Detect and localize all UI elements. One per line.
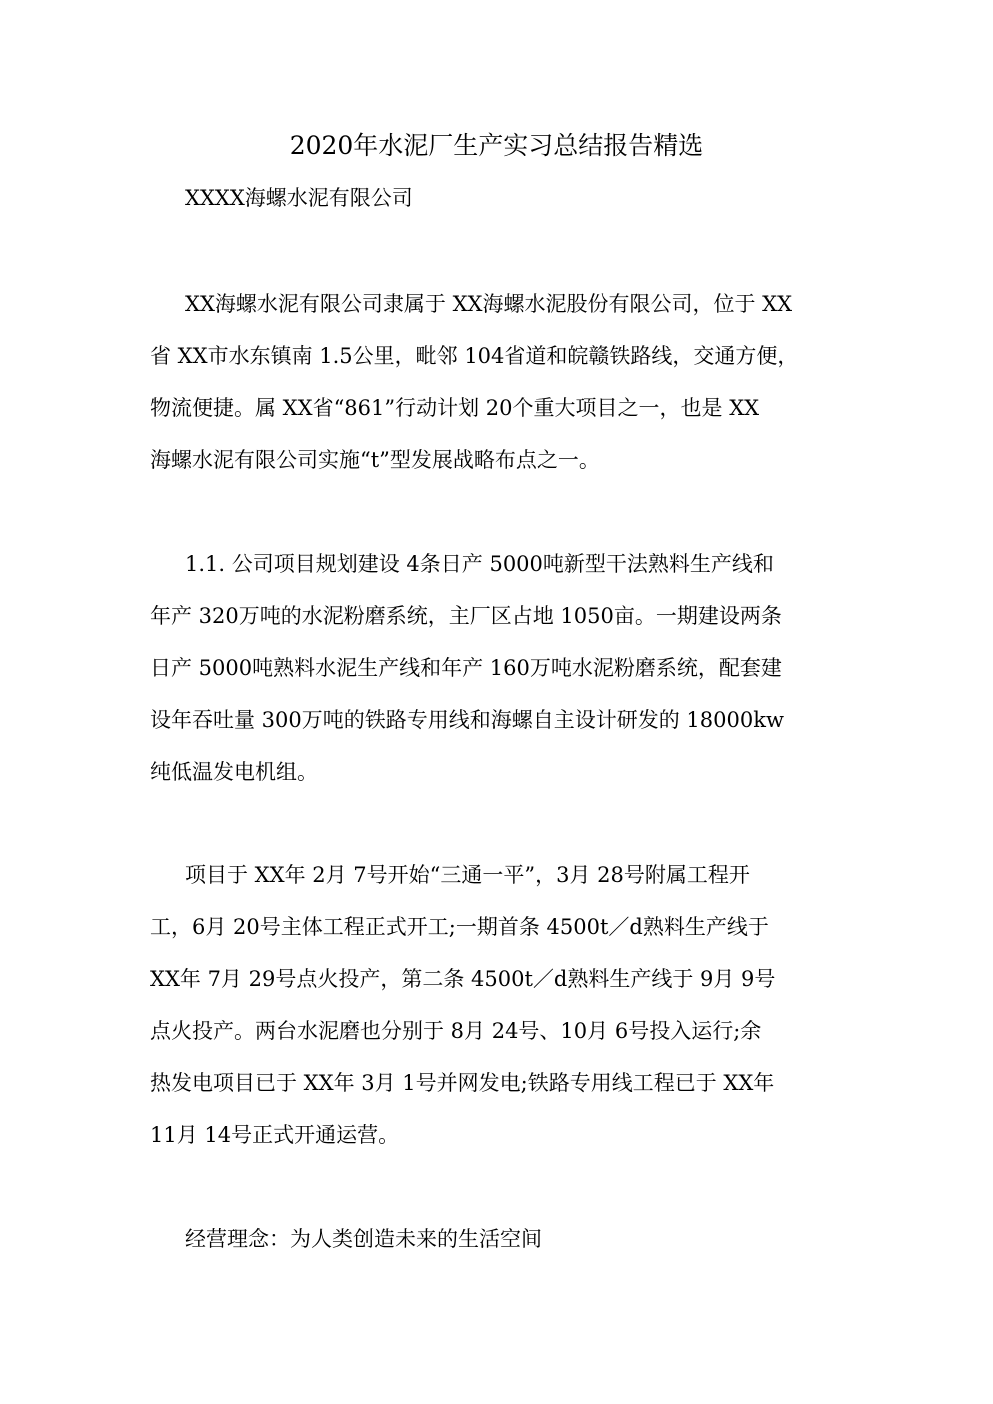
paragraph-line: 纯低温发电机组。 [150,760,318,784]
paragraph-line: 设年吞吐量 300万吨的铁路专用线和海螺自主设计研发的 18000kw [150,708,784,732]
paragraph-line: 年产 320万吨的水泥粉磨系统，主厂区占地 1050亩。一期建设两条 [150,604,782,628]
paragraph-line: 11月 14号正式开通运营。 [150,1123,400,1147]
paragraph-line: 海螺水泥有限公司实施“t”型发展战略布点之一。 [150,448,600,472]
paragraph-line: 物流便捷。属 XX省“861”行动计划 20个重大项目之一，也是 XX [150,396,760,420]
paragraph-line: 工，6月 20号主体工程正式开工;一期首条 4500t／d熟料生产线于 [150,915,769,939]
paragraph-line: 1.1. 公司项目规划建设 4条日产 5000吨新型干法熟料生产线和 [185,552,774,576]
document-title: 2020年水泥厂生产实习总结报告精选 [289,131,704,160]
paragraph-line: XX年 7月 29号点火投产，第二条 4500t／d熟料生产线于 9月 9号 [150,967,776,991]
paragraph-line: 省 XX市水东镇南 1.5公里，毗邻 104省道和皖赣铁路线，交通方便， [150,344,799,368]
paragraph-line: 日产 5000吨熟料水泥生产线和年产 160万吨水泥粉磨系统，配套建 [150,656,782,680]
paragraph-line: 项目于 XX年 2月 7号开始“三通一平”，3月 28号附属工程开 [185,863,750,887]
paragraph-line: XX海螺水泥有限公司隶属于 XX海螺水泥股份有限公司，位于 XX [185,292,793,316]
company-name: XXXX海螺水泥有限公司 [185,186,413,210]
paragraph-line: 经营理念：为人类创造未来的生活空间 [185,1227,542,1251]
paragraph-line: 点火投产。两台水泥磨也分别于 8月 24号、10月 6号投入运行;余 [150,1019,762,1043]
paragraph-line: 热发电项目已于 XX年 3月 1号并网发电;铁路专用线工程已于 XX年 [150,1071,775,1095]
